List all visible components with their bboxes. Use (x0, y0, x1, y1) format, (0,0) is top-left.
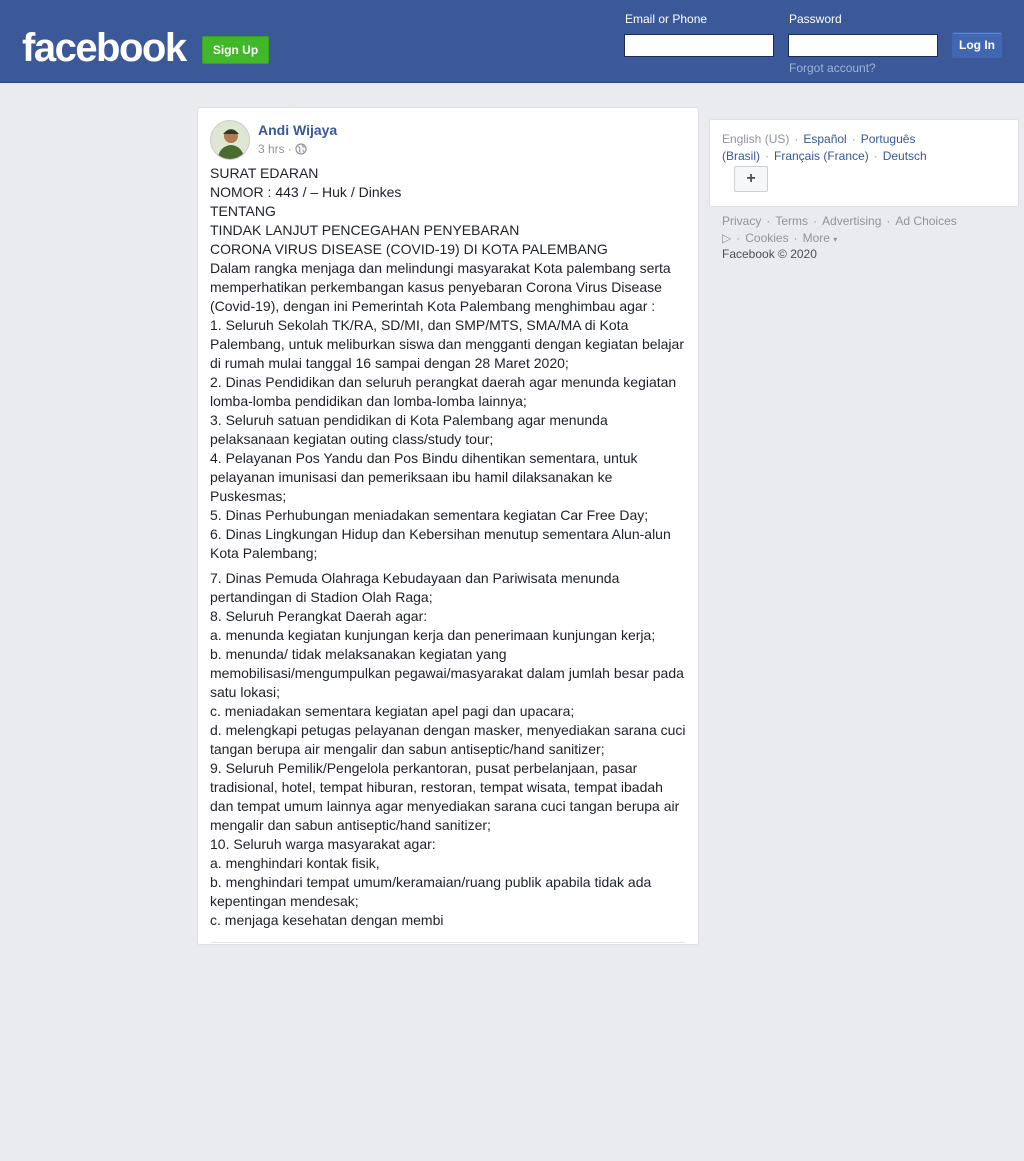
post-text-line: c. meniadakan sementara kegiatan apel pagi dan upacara; (210, 703, 575, 719)
language-list: English (US) · Español · Português (Brasil) · Français (France) · Deutsch (722, 132, 927, 163)
post-text (210, 164, 690, 930)
plus-icon: + (746, 170, 756, 187)
post-text-line: b. menghindari tempat umum/keramaian/ruang publik apabila tidak ada kepentingan mendesak; (210, 874, 652, 909)
avatar-image-icon (211, 121, 250, 160)
more-link[interactable]: More ▾ (802, 231, 838, 245)
post-text-line: 7. Dinas Pemuda Olahraga Kebudayaan dan Pariwisata menunda pertandingan di Stadion Olah Raga; (210, 570, 620, 605)
post-meta (258, 142, 307, 156)
language-link[interactable]: Français (France) (774, 149, 869, 163)
language-link[interactable]: Português (Brasil) (722, 132, 916, 163)
post-text-line: a. menunda kegiatan kunjungan kerja dan penerimaan kunjungan kerja; (210, 627, 656, 643)
post-text-line: 4. Pelayanan Pos Yandu dan Pos Bindu dihentikan sementara, untuk pelayanan imunisasi dan pemeriksaan ibu hamil dilaksanakan ke Puskesmas; (210, 450, 638, 504)
password-input[interactable] (788, 34, 938, 57)
privacy-link[interactable]: Privacy (722, 214, 762, 228)
language-link[interactable]: Deutsch (882, 149, 927, 163)
post-text-line: TENTANG (210, 203, 276, 219)
copyright: Facebook © 2020 (722, 247, 817, 261)
post-text-line: a. menghindari kontak fisik, (210, 855, 380, 871)
current-language: English (US) (722, 132, 790, 146)
post-text-line: NOMOR : 443 / – Huk / Dinkes (210, 184, 402, 200)
ad-choices-link[interactable]: Ad Choices ▷ (722, 214, 957, 245)
log-in-button[interactable]: Log In (952, 32, 1002, 58)
email-label: Email or Phone (625, 12, 708, 26)
post-text-part2 (210, 569, 690, 930)
post-text-line: 8. Seluruh Perangkat Daerah agar: (210, 608, 428, 624)
sign-up-button[interactable]: Sign Up (202, 36, 269, 64)
post-text-line: c. menjaga kesehatan dengan membi (210, 912, 444, 928)
footer-links: Privacy · Terms · Advertising · Ad Choices ▷ · Cookies · More ▾ (722, 214, 957, 245)
language-link[interactable]: Español (803, 132, 847, 146)
more-languages-button[interactable] (734, 166, 768, 192)
post-author-name[interactable]: Andi Wijaya (258, 122, 338, 138)
post-text-line: 5. Dinas Perhubungan meniadakan sementara kegiatan Car Free Day; (210, 507, 649, 523)
cookies-link[interactable]: Cookies (745, 231, 789, 245)
forgot-account-link[interactable]: Forgot account? (789, 61, 876, 75)
advertising-link[interactable]: Advertising (822, 214, 882, 228)
post-divider (210, 942, 686, 943)
facebook-logo[interactable]: facebook (22, 26, 186, 70)
terms-link[interactable]: Terms (775, 214, 809, 228)
language-selector-card (709, 119, 1019, 207)
post-text-part1 (210, 164, 690, 563)
post-text-line: 3. Seluruh satuan pendidikan di Kota Palembang agar menunda pelaksanaan kegiatan outing class/study tour; (210, 412, 608, 447)
post-text-line: Dalam rangka menjaga dan melindungi masyarakat Kota palembang serta memperhatikan perkembangan kasus penyebaran Corona Virus Disease (Covid-19), dengan ini Pemerintah Kota Palembang menghimbau agar : (210, 260, 671, 314)
post-text-line: SURAT EDARAN (210, 165, 319, 181)
post-text-line: d. melengkapi petugas pelayanan dengan masker, menyediakan sarana cuci tangan berupa air mengalir dan sabun antiseptic/hand sanitizer; (210, 722, 686, 757)
post-text-line: b. menunda/ tidak melaksanakan kegiatan yang memobilisasi/mengumpulkan pegawai/masyarakat dalam jumlah besar pada satu lokasi; (210, 646, 684, 700)
password-label: Password (789, 12, 842, 26)
ad-choices-icon: ▷ (722, 231, 732, 245)
meta-separator: · (287, 142, 292, 156)
post-timestamp[interactable]: 3 hrs (258, 142, 285, 156)
post-text-line: 9. Seluruh Pemilik/Pengelola perkantoran, pusat perbelanjaan, pasar tradisional, hotel, tempat hiburan, restoran, tempat wisata, tempat ibadah dan tempat umum lainnya agar menyediakan sarana cuci tangan berupa air mengalir dan sabun antiseptic/hand sanitizer; (210, 760, 680, 833)
post-text-line: 6. Dinas Lingkungan Hidup dan Kebersihan menutup sementara Alun-alun Kota Palembang; (210, 526, 671, 561)
author-avatar[interactable] (210, 120, 250, 160)
post-text-line: 10. Seluruh warga masyarakat agar: (210, 836, 436, 852)
post-text-line: CORONA VIRUS DISEASE (COVID-19) DI KOTA PALEMBANG (210, 241, 608, 257)
post-card (197, 107, 699, 945)
top-bar (0, 0, 1024, 83)
post-text-line: 1. Seluruh Sekolah TK/RA, SD/MI, dan SMP/MTS, SMA/MA di Kota Palembang, untuk meliburkan siswa dan mengganti dengan kegiatan belajar di rumah mulai tanggal 16 sampai dengan 28 Maret 2020; (210, 317, 684, 371)
globe-icon (295, 143, 307, 155)
post-text-line: TINDAK LANJUT PENCEGAHAN PENYEBARAN (210, 222, 520, 238)
post-text-line: 2. Dinas Pendidikan dan seluruh perangkat daerah agar menunda kegiatan lomba-lomba pendidikan dan lomba-lomba lainnya; (210, 374, 677, 409)
email-input[interactable] (624, 34, 774, 57)
caret-down-icon: ▾ (833, 235, 838, 244)
